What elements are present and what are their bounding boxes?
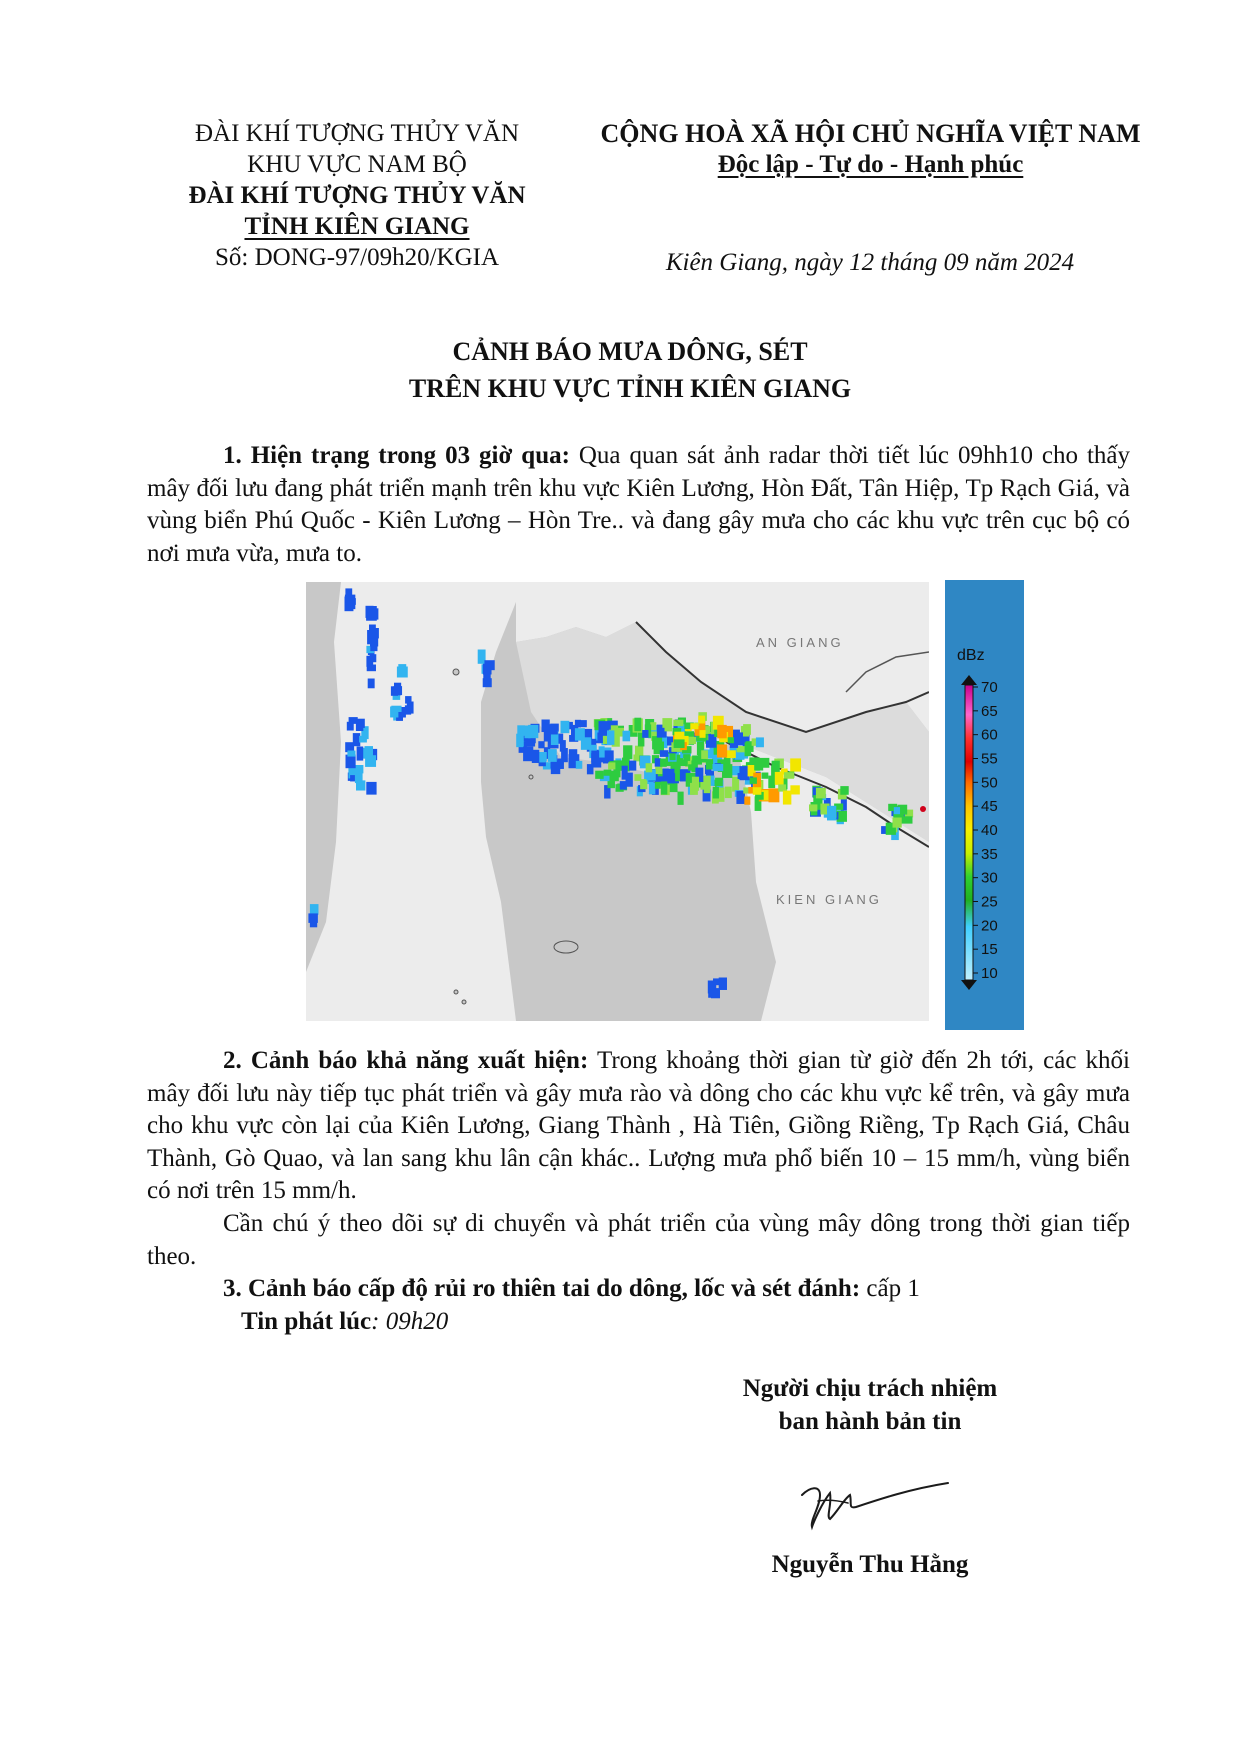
radar-echo-cell (698, 716, 705, 724)
radar-echo-cell (778, 784, 786, 791)
radar-echo-cell (745, 742, 752, 756)
national-header (568, 118, 1173, 180)
radar-echo-cell (775, 771, 784, 784)
radar-echo-cell (595, 771, 603, 779)
radar-echo-cell (370, 638, 378, 646)
section-2-text: Trong khoảng thời gian từ giờ đến 2h tới, các khối mây đối lưu này tiếp tục phát triển và gây mưa rào và dông cho các khu vực kể trên, và gây mưa cho khu vực còn lại của Kiên Lương, Giang Thành , Hà Tiên, Giồng Riềng, Tp Rạch Giá, Châu Thành, Gò Quao, và lan sang khu lân cận khác.. Lượng mưa phổ biến 10 – 15 mm/h, vùng biển có nơi trên 15 mm/h. (147, 1047, 1130, 1204)
agency-block (150, 118, 564, 273)
dbz-legend-svg (945, 580, 1024, 1030)
radar-map-image (306, 582, 929, 1021)
radar-echo-cell (359, 736, 367, 743)
island (454, 990, 458, 994)
legend-tick-group (973, 679, 998, 982)
section-1-label: 1. Hiện trạng trong 03 giờ qua: (223, 442, 570, 469)
radar-echo-cell (706, 759, 713, 769)
radar-echo-cell (688, 737, 696, 744)
radar-echo-cell (610, 771, 619, 781)
radar-echo-cell (744, 797, 750, 805)
radar-echo-cell (620, 781, 627, 790)
signer-name: Nguyễn Thu Hằng (771, 1551, 969, 1578)
legend-tick-label: 30 (981, 869, 998, 887)
radar-echo-cell (717, 744, 727, 757)
radar-echo-cell (690, 723, 698, 729)
radar-echo-cell (629, 761, 636, 771)
radar-echo-cell (310, 904, 319, 915)
legend-tick-label: 20 (981, 917, 998, 935)
legend-tick-label: 35 (981, 845, 998, 863)
legend-tick-label: 70 (981, 679, 998, 696)
section-current-status (147, 440, 1130, 570)
radar-echo-cell (368, 679, 375, 689)
region-label-kien-giang: KIEN GIANG (776, 892, 882, 907)
radar-echo-cell (642, 730, 648, 738)
agency-province: TỈNH KIÊN GIANG (244, 213, 470, 240)
radar-echo-cell (538, 741, 544, 748)
section-risk-level (147, 1273, 1130, 1306)
radar-echo-cell (711, 988, 720, 998)
issued-label: Tin phát lúc (241, 1308, 372, 1335)
radar-map-svg (306, 582, 929, 1021)
radar-echo-cell (308, 913, 317, 922)
radar-echo-cell (784, 772, 794, 779)
radar-echo-cell (717, 725, 727, 738)
signer-role-line-2: ban hành bản tin (778, 1408, 962, 1435)
legend-tick-label: 15 (981, 941, 998, 959)
section-1-text: Qua quan sát ảnh radar thời tiết lúc 09hh10 cho thấy mây đối lưu đang phát triển mạnh trên khu vực Kiên Lương, Hòn Đất, Tân Hiệp, Tp Rạch Giá, và vùng biển Phú Quốc - Kiên Lương – Hòn Tre.. và đang gây mưa cho các khu vực trên cục bộ có nơi mưa vừa, mưa to. (147, 442, 1131, 567)
radar-echo-cell (673, 720, 683, 726)
title-line-2: TRÊN KHU VỰC TỈNH KIÊN GIANG (408, 374, 852, 403)
legend-tick-label: 10 (981, 965, 998, 982)
issued-value: : 09h20 (371, 1308, 449, 1335)
section-3-label: 3. Cảnh báo cấp độ rủi ro thiên tai do dông, lốc và sét đánh: (223, 1275, 861, 1302)
region-label-an-giang: AN GIANG (756, 635, 844, 650)
radar-echo-cell (347, 722, 354, 731)
radar-echo-cell (655, 758, 661, 766)
signer-role-line-1: Người chịu trách nhiệm (742, 1375, 998, 1402)
radar-echo-cell (840, 786, 848, 795)
radar-echo-cell (809, 804, 817, 811)
legend-unit: dBz (957, 647, 985, 664)
radar-echo-cell (366, 606, 374, 618)
radar-echo-cell (678, 792, 684, 805)
national-motto: Độc lập - Tự do - Hạnh phúc (717, 151, 1024, 178)
radar-echo-cell (561, 721, 570, 733)
island (529, 775, 533, 779)
handwritten-signature (790, 1465, 960, 1535)
radar-echo-cell (726, 750, 735, 758)
section-3-text: cấp 1 (860, 1275, 920, 1302)
radar-echo-cell (528, 725, 538, 738)
radar-echo-cell (346, 755, 356, 769)
document-number: Số: DONG-97/09h20/KGIA (214, 244, 500, 271)
agency-name: ĐÀI KHÍ TƯỢNG THỦY VĂN (188, 182, 526, 209)
radar-echo-cell (713, 764, 724, 771)
radar-echo-cell (371, 628, 379, 638)
radar-echo-cell (759, 758, 770, 768)
radar-echo-cell (576, 761, 582, 769)
radar-echo-cell (719, 978, 727, 990)
radar-echo-cell (750, 777, 757, 783)
radar-echo-cell (661, 781, 667, 794)
radar-echo-cell (604, 750, 613, 761)
radar-echo-cell (762, 773, 769, 779)
radar-echo-cell (692, 756, 702, 765)
radar-echo-cell (607, 730, 614, 744)
radar-echo-cell (634, 774, 641, 781)
radar-echo-cell (660, 750, 669, 757)
radar-echo-cell (623, 745, 632, 759)
radar-echo-cell (756, 737, 764, 747)
radar-echo-cell (608, 762, 615, 769)
radar-echo-cell (623, 731, 631, 742)
issued-time (241, 1306, 448, 1338)
radar-echo-cell (735, 752, 745, 759)
sea-area-west (306, 582, 516, 1021)
radar-station-marker (920, 806, 926, 812)
radar-echo-cell (665, 725, 673, 732)
radar-echo-cell (692, 777, 699, 791)
radar-echo-cell (790, 758, 801, 771)
republic-name: CỘNG HOÀ XÃ HỘI CHỦ NGHĨA VIỆT NAM (600, 119, 1141, 148)
section-forecast (147, 1045, 1130, 1208)
island (554, 941, 578, 953)
radar-echo-cell (725, 787, 732, 798)
radar-echo-cell (405, 696, 411, 703)
radar-echo-cell (483, 678, 492, 687)
radar-echo-cell (701, 750, 708, 759)
radar-echo-cell (366, 782, 376, 795)
radar-echo-cell (484, 660, 494, 670)
agency-parent: ĐÀI KHÍ TƯỢNG THỦY VĂN (194, 120, 519, 147)
radar-echo-cell (646, 763, 653, 772)
radar-echo-cell (599, 746, 605, 757)
radar-echo-cell (769, 788, 780, 802)
radar-echo-cell (357, 747, 364, 761)
radar-echo-cell (523, 747, 533, 762)
radar-echo-cell (356, 780, 365, 790)
radar-echo-cell (663, 769, 669, 781)
radar-echo-cell (347, 751, 355, 757)
radar-echo-cell (634, 718, 641, 731)
radar-echo-cell (370, 654, 377, 662)
radar-echo-cell (700, 730, 706, 738)
radar-echo-cell (581, 737, 591, 750)
legend-tick-label: 55 (981, 750, 998, 768)
radar-echo-cell (591, 751, 599, 762)
document-date: Kiên Giang, ngày 12 tháng 09 năm 2024 (665, 249, 1075, 276)
legend-tick-label: 40 (981, 822, 998, 839)
radar-echo-cell (398, 664, 406, 672)
radar-echo-cell (790, 785, 799, 794)
radar-echo-cell (728, 737, 734, 743)
island (462, 1000, 466, 1004)
radar-echo-cell (783, 791, 791, 805)
radar-echo-cell (391, 706, 401, 712)
legend-color-bar (965, 685, 973, 980)
radar-echo-cell (649, 783, 655, 795)
legend-tick-label: 45 (981, 798, 998, 816)
radar-echo-cell (547, 724, 556, 732)
legend-arrow-top (961, 675, 977, 685)
radar-echo-cell (365, 755, 376, 767)
radar-echo-cell (706, 740, 717, 747)
radar-echo-cell (713, 787, 719, 799)
radar-echo-cell (719, 788, 725, 802)
document-title (140, 333, 1120, 407)
signer-role (700, 1372, 1040, 1438)
radar-echo-cell (652, 736, 662, 749)
title-line-1: CẢNH BÁO MƯA DÔNG, SÉT (452, 337, 808, 366)
radar-echo-cell (660, 759, 667, 767)
monitoring-note: Cần chú ý theo dõi sự di chuyển và phát triển của vùng mây dông trong thời gian tiếp theo. (147, 1210, 1130, 1270)
radar-echo-cell (674, 739, 685, 748)
radar-echo-cell (561, 748, 568, 762)
legend-tick-label: 65 (981, 702, 998, 720)
radar-echo-cell (816, 788, 826, 799)
radar-echo-cell (516, 734, 524, 747)
legend-tick-label: 60 (981, 726, 998, 744)
radar-echo-cell (683, 754, 690, 761)
radar-echo-cell (893, 818, 902, 828)
legend-tick-label: 25 (981, 893, 998, 911)
radar-echo-cell (732, 777, 739, 792)
radar-echo-cell (894, 807, 900, 814)
radar-echo-cell (548, 749, 557, 762)
legend-tick-label: 50 (981, 774, 998, 792)
island (453, 669, 459, 675)
legend-arrow-bottom (961, 980, 977, 990)
radar-echo-cell (587, 764, 594, 774)
radar-echo-cell (827, 806, 836, 821)
section-2-label: 2. Cảnh báo khả năng xuất hiện: (223, 1047, 589, 1074)
radar-echo-cell (772, 761, 780, 772)
dbz-legend (945, 580, 1024, 1030)
agency-region: KHU VỰC NAM BỘ (247, 151, 467, 178)
radar-echo-cell (345, 588, 352, 602)
radar-echo-cell (394, 683, 401, 696)
radar-echo-cell (743, 728, 749, 737)
